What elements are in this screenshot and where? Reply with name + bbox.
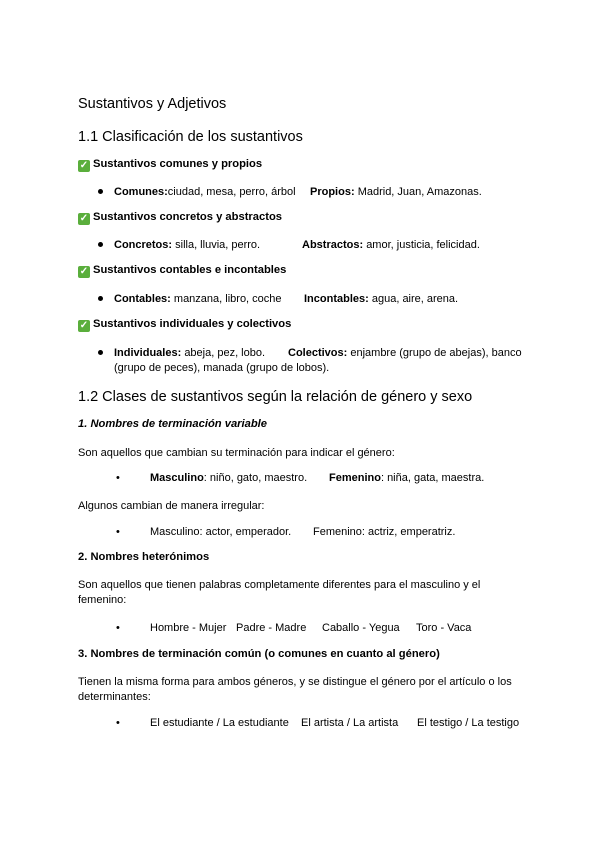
list-item xyxy=(304,291,458,307)
paragraph: determinantes: xyxy=(78,691,151,703)
list-item xyxy=(114,291,282,307)
term-label: Concretos: xyxy=(114,239,173,251)
bullet-small-icon: • xyxy=(116,717,120,729)
list-item xyxy=(114,237,260,253)
term-examples: : niño, gato, maestro. xyxy=(203,472,308,484)
term-examples: amor, justicia, felicidad. xyxy=(366,239,480,251)
term-label: Femenino xyxy=(329,472,381,484)
check-mark-icon: ✓ xyxy=(79,266,89,277)
term-label: Individuales: xyxy=(114,347,182,359)
check-mark-icon: ✓ xyxy=(79,320,89,331)
check-mark-icon: ✓ xyxy=(79,160,89,171)
subsection-heading: 3. Nombres de terminación común (o comunes en cuanto al género) xyxy=(78,648,440,660)
term-examples: agua, aire, arena. xyxy=(371,293,459,305)
section-heading-1-2: 1.2 Clases de sustantivos según la relación de género y sexo xyxy=(78,389,473,405)
list-item: Caballo - Yegua xyxy=(322,622,400,634)
subsection-heading: 2. Nombres heterónimos xyxy=(78,551,210,563)
group-heading-text: Sustantivos individuales y colectivos xyxy=(93,318,292,330)
term-label: Abstractos: xyxy=(302,239,364,251)
group-heading xyxy=(78,318,291,332)
list-item xyxy=(288,345,522,361)
list-item: El artista / La artista xyxy=(301,717,399,729)
list-item-continuation: (grupo de peces), manada (grupo de lobos). xyxy=(114,362,330,374)
list-item: Padre - Madre xyxy=(236,622,307,634)
list-item: El testigo / La testigo xyxy=(417,717,520,729)
bullet-dot-icon xyxy=(98,242,103,247)
group-heading-text: Sustantivos concretos y abstractos xyxy=(93,211,283,223)
list-item xyxy=(310,184,482,200)
list-item xyxy=(150,470,307,486)
list-item xyxy=(329,470,484,486)
document-title: Sustantivos y Adjetivos xyxy=(78,96,227,112)
paragraph: femenino: xyxy=(78,594,127,606)
term-examples: silla, lluvia, perro. xyxy=(175,239,261,251)
list-item: Masculino: actor, emperador. xyxy=(150,526,292,538)
term-label: Propios: xyxy=(310,186,355,198)
bullet-small-icon: • xyxy=(116,472,120,484)
group-heading xyxy=(78,211,282,225)
bullet-dot-icon xyxy=(98,296,103,301)
list-item: Femenino: actriz, emperatriz. xyxy=(313,526,456,538)
paragraph: Tienen la misma forma para ambos géneros, y se distingue el género por el artículo o los xyxy=(78,676,512,688)
subsection-heading: 1. Nombres de terminación variable xyxy=(78,418,268,430)
term-label: Comunes: xyxy=(114,186,168,198)
group-heading xyxy=(78,158,262,172)
paragraph: Son aquellos que cambian su terminación para indicar el género: xyxy=(78,447,395,459)
term-examples: enjambre (grupo de abejas), banco xyxy=(350,347,522,359)
check-mark-icon: ✓ xyxy=(79,213,89,224)
term-examples: abeja, pez, lobo. xyxy=(184,347,266,359)
list-item xyxy=(114,345,265,361)
paragraph: Algunos cambian de manera irregular: xyxy=(78,500,265,512)
term-label: Contables: xyxy=(114,293,171,305)
term-label: Incontables: xyxy=(304,293,369,305)
bullet-small-icon: • xyxy=(116,622,120,634)
group-heading-text: Sustantivos comunes y propios xyxy=(93,158,263,170)
bullet-dot-icon xyxy=(98,350,103,355)
paragraph: Son aquellos que tienen palabras completamente diferentes para el masculino y el xyxy=(78,579,481,591)
section-heading-1-1: 1.1 Clasificación de los sustantivos xyxy=(78,129,303,145)
group-heading xyxy=(78,264,286,278)
list-item: Hombre - Mujer xyxy=(150,622,227,634)
term-label: Colectivos: xyxy=(288,347,348,359)
list-item xyxy=(302,237,480,253)
term-examples: Madrid, Juan, Amazonas. xyxy=(357,186,482,198)
list-item: Toro - Vaca xyxy=(416,622,472,634)
bullet-small-icon: • xyxy=(116,526,120,538)
list-item: El estudiante / La estudiante xyxy=(150,717,289,729)
term-label: Masculino xyxy=(150,472,204,484)
bullet-dot-icon xyxy=(98,189,103,194)
term-examples: : niña, gata, maestra. xyxy=(380,472,485,484)
list-item xyxy=(114,184,296,200)
group-heading-text: Sustantivos contables e incontables xyxy=(93,264,287,276)
term-examples: ciudad, mesa, perro, árbol xyxy=(167,186,296,198)
term-examples: manzana, libro, coche xyxy=(173,293,282,305)
